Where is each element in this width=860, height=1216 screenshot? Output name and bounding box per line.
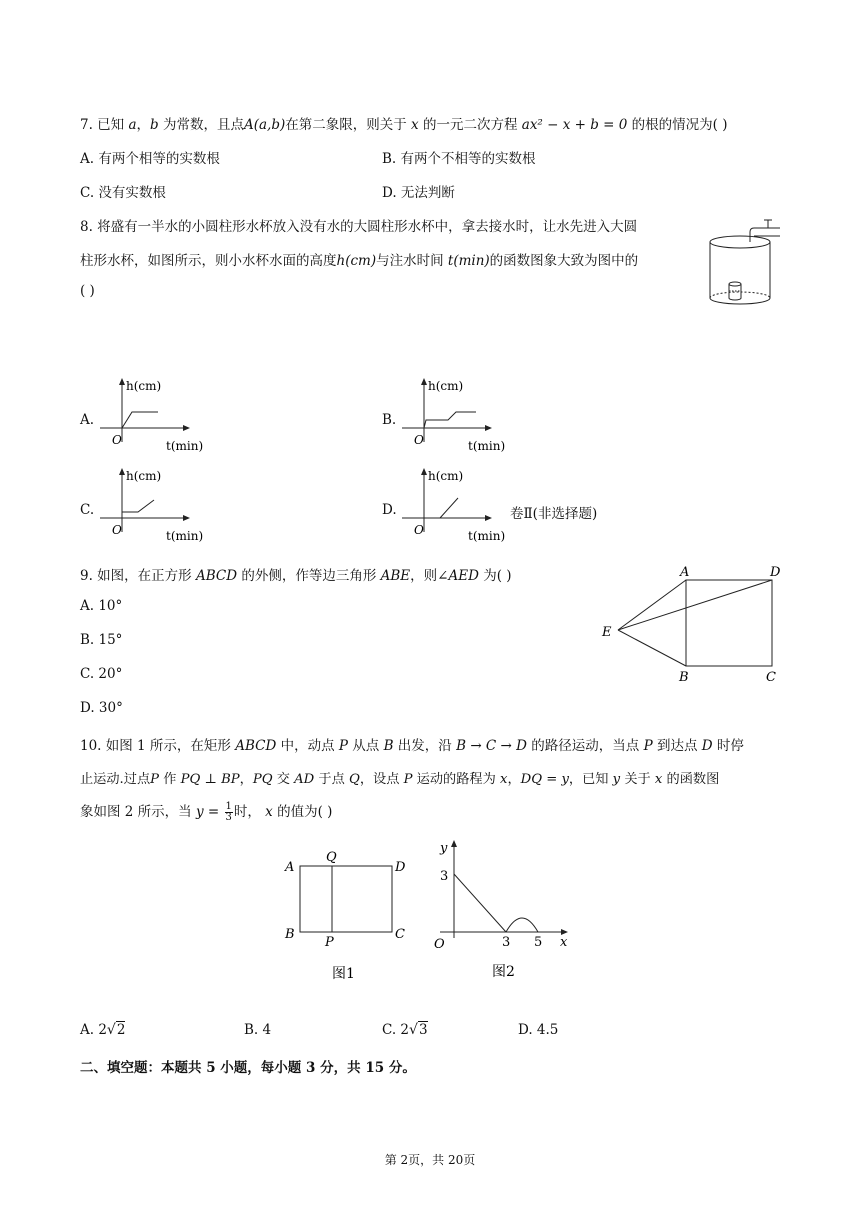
q10-option-c <box>382 1022 428 1038</box>
q8-var-h: h(cm) <box>336 253 377 269</box>
q10-var: D <box>701 738 713 754</box>
q8-stem-text: 与注水时间 <box>376 253 444 269</box>
q10-eq: DQ = y <box>520 772 569 787</box>
heading-text: 小题，每小题 <box>215 1060 307 1076</box>
q10-option-a <box>80 1022 125 1038</box>
q9-option-a: A. 10° <box>80 598 123 614</box>
q7-stem-text: 的根的情况为( ) <box>627 117 728 133</box>
q9-stem-text: 为( ) <box>478 568 512 584</box>
fraction-denominator: 3 <box>225 812 232 823</box>
vertex-b: B <box>285 927 295 942</box>
q10-stem-line3 <box>80 800 332 823</box>
q10-text: 中，动点 <box>276 738 335 754</box>
q8-stem-line1: 8. 将盛有一半水的小圆柱形水杯放入没有水的大圆柱形水杯中，拿去接水时，让水先进入大圆 <box>80 219 638 235</box>
vertex-d: D <box>770 565 781 580</box>
sqrt-symbol: √ <box>409 1022 418 1038</box>
q10-var: y <box>612 772 621 787</box>
q8-stem-line3: ( ) <box>80 283 95 299</box>
q7-equation: ax² − x + b = 0 <box>521 117 628 133</box>
q10-stem-line2 <box>80 768 719 787</box>
q9-option-c: C. 20° <box>80 666 123 682</box>
q7-var-b: b <box>150 117 159 133</box>
q7-stem-text: ， <box>136 117 151 133</box>
q9-option-b: B. 15° <box>80 632 123 648</box>
radicand: 2 <box>116 1022 126 1038</box>
axis-label-t: t(min) <box>166 439 204 453</box>
q10-var: P <box>643 738 653 754</box>
q7-option-b: B. 有两个不相等的实数根 <box>382 151 536 167</box>
q10-text: 运动的路程为 <box>412 772 496 787</box>
axis-label-h: h(cm) <box>126 469 162 483</box>
q10-text: 止运动.过点 <box>80 772 151 787</box>
q10-var: AD <box>294 772 315 787</box>
q8-stem-text: 柱形水杯，如图所示，则小水杯水面的高度 <box>80 253 337 269</box>
tick-x-3: 3 <box>502 935 511 950</box>
q9-square-name: ABCD <box>195 568 238 584</box>
axis-label-h: h(cm) <box>428 379 464 393</box>
point-q: Q <box>326 850 337 865</box>
q10-path: B → C → D <box>456 738 527 754</box>
option-label: C. 2 <box>382 1022 410 1038</box>
q9-stem-text: 的外侧，作等边三角形 <box>237 568 377 584</box>
q9-stem <box>80 564 512 584</box>
q7-option-a: A. 有两个相等的实数根 <box>80 151 220 167</box>
q7-stem-text: 7. 已知 <box>80 117 125 133</box>
q10-text: 时， <box>233 804 261 820</box>
option-label: A. 2 <box>80 1022 107 1038</box>
q8-option-a-label: A. <box>80 412 95 428</box>
q7-point-a: A(a,b) <box>243 117 286 133</box>
axis-label-x: x <box>560 935 568 950</box>
q10-text: 出发，沿 <box>393 738 452 754</box>
q10-var: P <box>338 738 348 754</box>
q7-stem-text: 在第二象限，则关于 <box>285 117 407 133</box>
vertex-c: C <box>766 670 776 685</box>
sqrt-symbol: √ <box>106 1022 116 1038</box>
axis-label-h: h(cm) <box>126 379 162 393</box>
q7-var-x: x <box>411 117 419 133</box>
point-p: P <box>325 935 334 950</box>
axis-label-t: t(min) <box>468 439 506 453</box>
heading-number: 5 <box>206 1060 216 1076</box>
axis-label-h: h(cm) <box>428 469 464 483</box>
figure-2-caption: 图2 <box>492 964 515 980</box>
q10-var: P <box>150 772 160 787</box>
q10-text: 时停 <box>712 738 744 754</box>
q10-option-b: B. 4 <box>244 1022 272 1038</box>
part2-heading <box>80 1056 416 1076</box>
heading-text: 二、填空题：本题共 <box>80 1060 207 1076</box>
q10-option-d: D. 4.5 <box>518 1022 559 1038</box>
q10-var: x <box>654 772 663 787</box>
q9-option-d: D. 30° <box>80 700 123 716</box>
q10-figure-1 <box>282 846 412 986</box>
q10-text: 的值为( ) <box>272 804 333 820</box>
q8-var-t: t(min) <box>447 253 490 269</box>
heading-number: 15 <box>365 1060 385 1076</box>
q10-var: Q <box>349 772 360 787</box>
origin-label: O <box>112 523 122 537</box>
q8-stem-text: 的函数图象大致为图中的 <box>489 253 639 269</box>
q10-text: ， <box>239 772 253 787</box>
q10-rect-name: ABCD <box>235 738 277 754</box>
q10-var: x <box>500 772 508 787</box>
q7-stem <box>80 113 728 133</box>
q8-option-c-label: C. <box>80 502 95 518</box>
cup-illustration <box>702 210 792 310</box>
vertex-b: B <box>679 670 689 685</box>
fraction-numerator: 1 <box>225 801 232 812</box>
q10-perp: PQ ⊥ BP <box>180 772 240 787</box>
q10-text: 从点 <box>348 738 380 754</box>
origin-label: O <box>434 937 445 952</box>
q10-text: 象如图 2 所示，当 <box>80 804 192 820</box>
q10-text: ，已知 <box>568 772 609 787</box>
q10-var: PQ <box>252 772 273 787</box>
q10-stem-line1 <box>80 734 744 754</box>
q10-text: 的函数图 <box>662 772 720 787</box>
q10-text: 作 <box>159 772 177 787</box>
q7-stem-text: 为常数，且点 <box>158 117 244 133</box>
q10-text: 10. 如图 1 所示，在矩形 <box>80 738 231 754</box>
q8-option-b-label: B. <box>382 412 397 428</box>
q9-stem-text: 9. 如图，在正方形 <box>80 568 192 584</box>
q7-stem-text: 的一元二次方程 <box>418 117 518 133</box>
tick-x-5: 5 <box>534 935 543 950</box>
radicand: 3 <box>418 1022 428 1038</box>
q10-var: x <box>265 804 273 820</box>
q7-option-d: D. 无法判断 <box>382 185 455 201</box>
q10-fraction <box>225 802 233 823</box>
vertex-c: C <box>395 927 405 942</box>
heading-number: 3 <box>306 1060 316 1076</box>
axis-label-t: t(min) <box>468 529 506 543</box>
q7-option-c: C. 没有实数根 <box>80 185 166 201</box>
vertex-a: A <box>680 565 690 580</box>
q8-graph-a <box>96 376 216 456</box>
origin-label: O <box>414 433 424 447</box>
vertex-a: A <box>285 860 295 875</box>
section-title: 卷Ⅱ(非选择题) <box>510 506 598 522</box>
q10-eq: y = <box>195 804 220 820</box>
page-footer: 第 2页，共 20页 <box>384 1153 476 1167</box>
q10-text: 关于 <box>620 772 651 787</box>
tick-y-3: 3 <box>440 869 449 884</box>
vertex-e: E <box>602 625 612 640</box>
axis-label-t: t(min) <box>166 529 204 543</box>
q10-var: P <box>403 772 413 787</box>
q8-graph-c <box>96 466 216 546</box>
q10-text: 的路径运动，当点 <box>526 738 640 754</box>
q9-stem-text: ，则∠ <box>410 568 449 584</box>
q10-text: ， <box>507 772 521 787</box>
q10-text: 交 <box>272 772 290 787</box>
q8-graph-d <box>398 466 518 546</box>
q8-option-d-label: D. <box>382 502 397 518</box>
q10-var: B <box>383 738 394 754</box>
q9-square-figure <box>596 560 796 690</box>
q10-text: 于点 <box>314 772 345 787</box>
q10-text: ，设点 <box>359 772 400 787</box>
heading-text: 分。 <box>384 1060 416 1076</box>
figure-1-caption: 图1 <box>332 966 355 982</box>
q8-graph-b <box>398 376 518 456</box>
q10-text: 到达点 <box>652 738 698 754</box>
q9-angle-name: AED <box>448 568 479 584</box>
q8-stem-line2 <box>80 249 638 269</box>
vertex-d: D <box>395 860 406 875</box>
q9-triangle-name: ABE <box>380 568 411 584</box>
q10-figure-2 <box>430 836 580 986</box>
origin-label: O <box>414 523 424 537</box>
axis-label-y: y <box>440 841 448 856</box>
q7-var-a: a <box>128 117 137 133</box>
origin-label: O <box>112 433 122 447</box>
heading-text: 分，共 <box>315 1060 366 1076</box>
